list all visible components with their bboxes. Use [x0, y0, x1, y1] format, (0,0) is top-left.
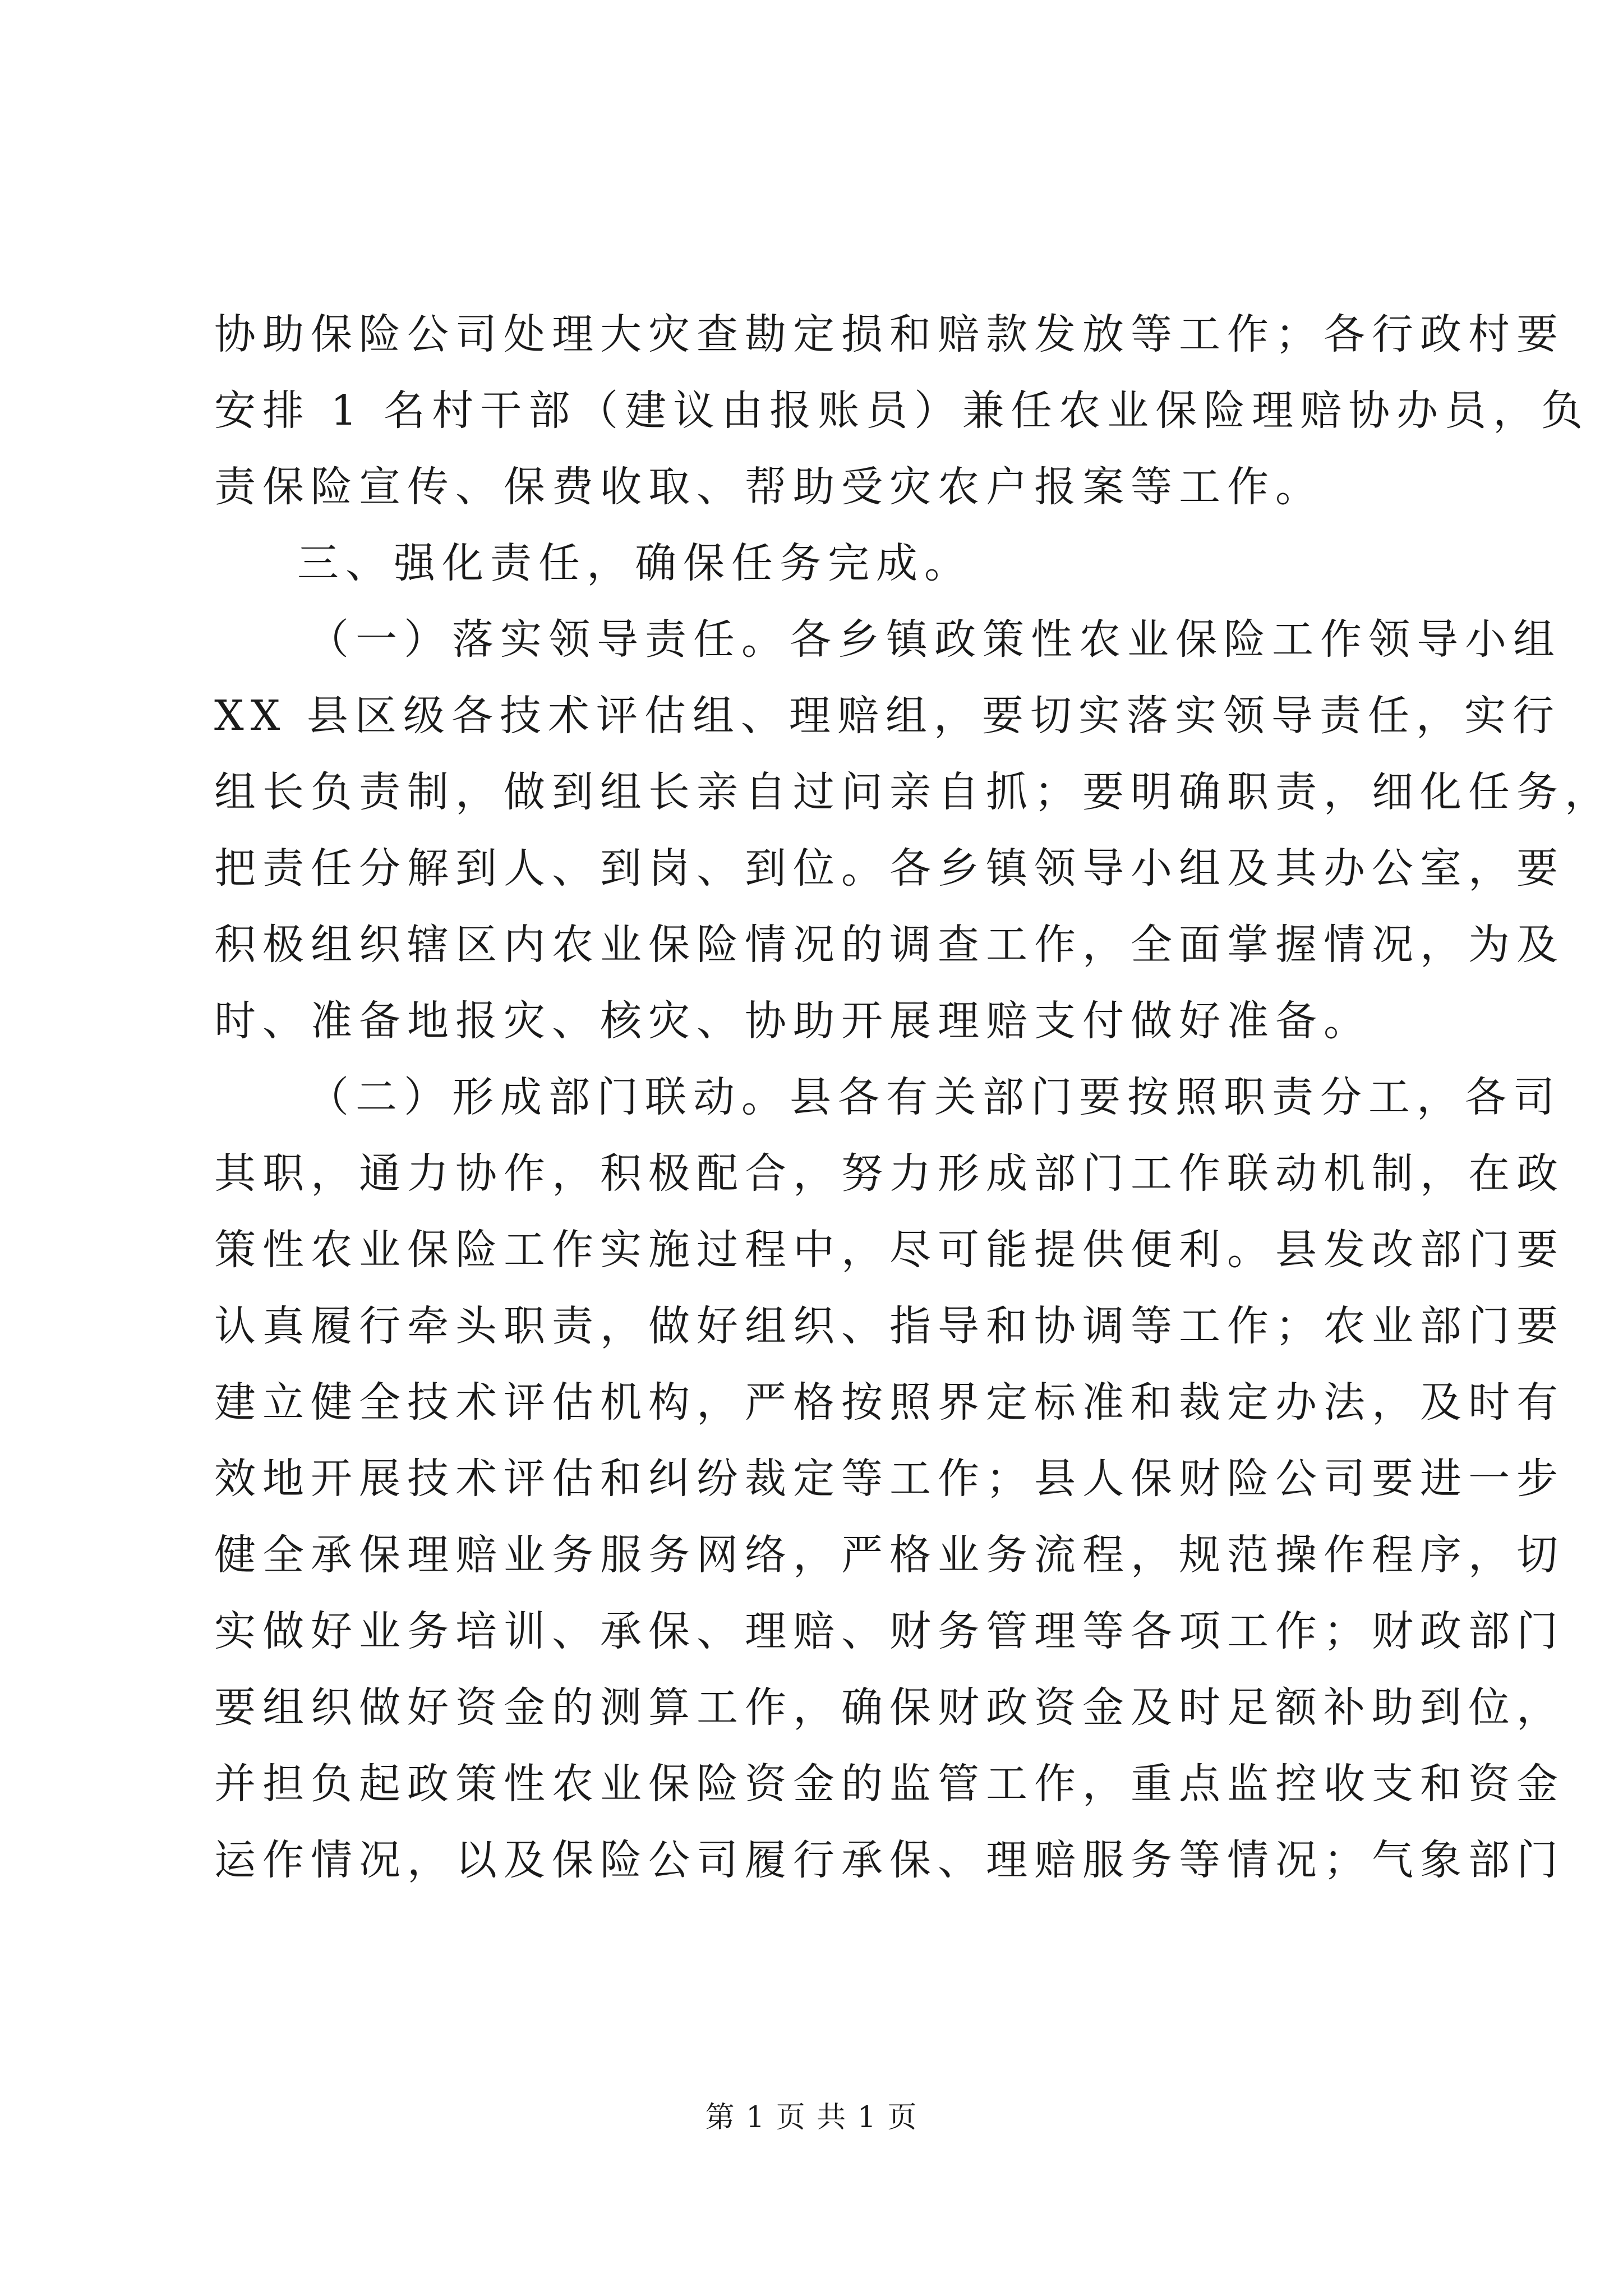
body-line: XX 县区级各技术评估组、理赔组，要切实落实领导责任，实行	[214, 692, 1561, 740]
body-line: 健全承保理赔业务服务网络，严格业务流程，规范操作程序，切	[214, 1531, 1565, 1579]
body-line: 并担负起政策性农业保险资金的监管工作，重点监控收支和资金	[214, 1760, 1565, 1808]
section-heading: 三、强化责任，确保任务完成。	[297, 539, 972, 587]
body-line: 策性农业保险工作实施过程中，尽可能提供便利。县发改部门要	[214, 1226, 1565, 1274]
body-line: 时、准备地报灾、核灾、协助开展理赔支付做好准备。	[214, 997, 1372, 1045]
subsection-heading: （二）形成部门联动。县各有关部门要按照职责分工，各司	[307, 1073, 1561, 1121]
body-line: 组长负责制，做到组长亲自过问亲自抓；要明确职责，细化任务，	[214, 768, 1613, 816]
subsection-heading: （一）落实领导责任。各乡镇政策性农业保险工作领导小组	[307, 615, 1561, 664]
body-line: 积极组织辖区内农业保险情况的调查工作，全面掌握情况，为及	[214, 921, 1565, 969]
body-line: 协助保险公司处理大灾查勘定损和赔款发放等工作；各行政村要	[214, 310, 1565, 358]
body-line: 实做好业务培训、承保、理赔、财务管理等各项工作；财政部门	[214, 1607, 1565, 1655]
body-line: 安排 1 名村干部（建议由报账员）兼任农业保险理赔协办员，负	[214, 386, 1590, 435]
body-line: 运作情况，以及保险公司履行承保、理赔服务等情况；气象部门	[214, 1836, 1565, 1884]
body-line: 要组织做好资金的测算工作，确保财政资金及时足额补助到位，	[214, 1683, 1565, 1732]
document-body	[214, 296, 1613, 1898]
body-line: 效地开展技术评估和纠纷裁定等工作；县人保财险公司要进一步	[214, 1455, 1565, 1503]
body-line: 认真履行牵头职责，做好组织、指导和协调等工作；农业部门要	[214, 1302, 1565, 1350]
body-line: 建立健全技术评估机构，严格按照界定标准和裁定办法，及时有	[214, 1378, 1565, 1427]
body-line: 责保险宣传、保费收取、帮助受灾农户报案等工作。	[214, 463, 1324, 511]
page-number: 第 1 页 共 1 页	[705, 2101, 918, 2134]
body-line: 把责任分解到人、到岗、到位。各乡镇领导小组及其办公室，要	[214, 844, 1565, 892]
body-line: 其职，通力协作，积极配合，努力形成部门工作联动机制，在政	[214, 1149, 1565, 1198]
page-footer	[0, 2098, 1623, 2137]
